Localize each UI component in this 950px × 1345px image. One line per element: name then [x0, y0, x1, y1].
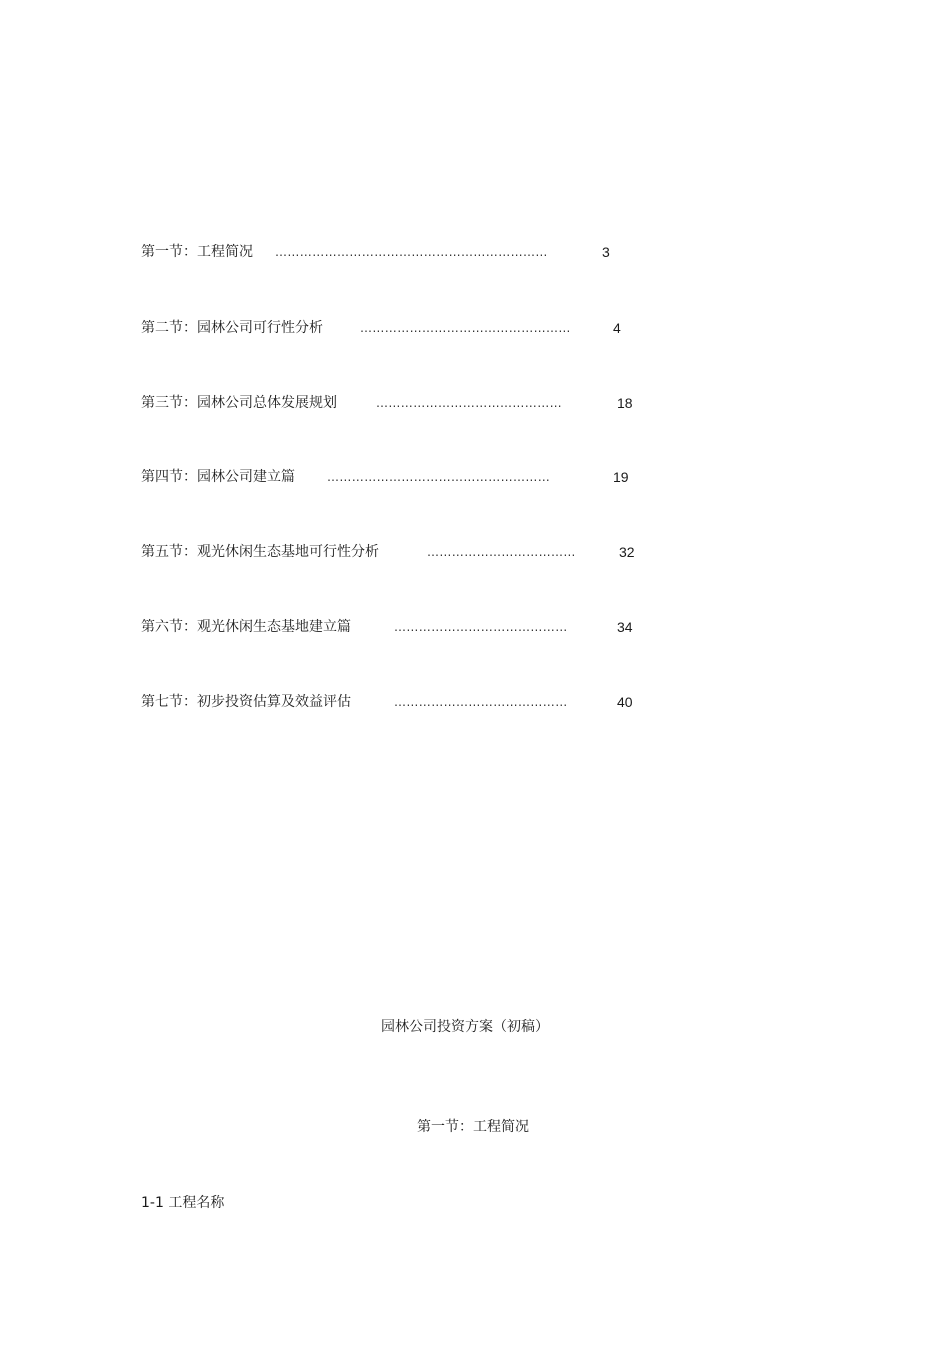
subsection-heading: 1-1 工程名称 — [141, 1195, 225, 1211]
toc-entry-label: 第四节：园林公司建立篇 — [141, 469, 295, 485]
toc-entry-leader: ……………………………… — [427, 545, 576, 559]
toc-entry-page-number: 3 — [602, 244, 610, 260]
document-title: 园林公司投资方案（初稿） — [381, 1019, 549, 1035]
toc-entry-label: 第六节：观光休闲生态基地建立篇 — [141, 619, 351, 635]
toc-entry-label: 第二节：园林公司可行性分析 — [141, 320, 323, 336]
toc-entry-leader: ……………………………………… — [376, 396, 562, 410]
toc-entry-label: 第一节：工程简况 — [141, 244, 253, 260]
toc-entry-leader: ……………………………………………… — [327, 470, 551, 484]
toc-entry-page-number: 19 — [613, 469, 629, 485]
toc-entry-label: 第三节：园林公司总体发展规划 — [141, 395, 337, 411]
toc-entry-label: 第五节：观光休闲生态基地可行性分析 — [141, 544, 379, 560]
toc-entry-page-number: 4 — [613, 320, 621, 336]
toc-entry-page-number: 34 — [617, 619, 633, 635]
section-heading: 第一节：工程简况 — [417, 1119, 529, 1135]
toc-entry-leader: …………………………………………… — [360, 321, 571, 335]
toc-entry-label: 第七节：初步投资估算及效益评估 — [141, 694, 351, 710]
toc-entry-page-number: 32 — [619, 544, 635, 560]
toc-entry-leader: …………………………………… — [394, 695, 568, 709]
toc-entry-leader: ………………………………………………………… — [275, 245, 548, 259]
toc-entry-page-number: 40 — [617, 694, 633, 710]
toc-entry-leader: …………………………………… — [394, 620, 568, 634]
toc-entry-page-number: 18 — [617, 395, 633, 411]
